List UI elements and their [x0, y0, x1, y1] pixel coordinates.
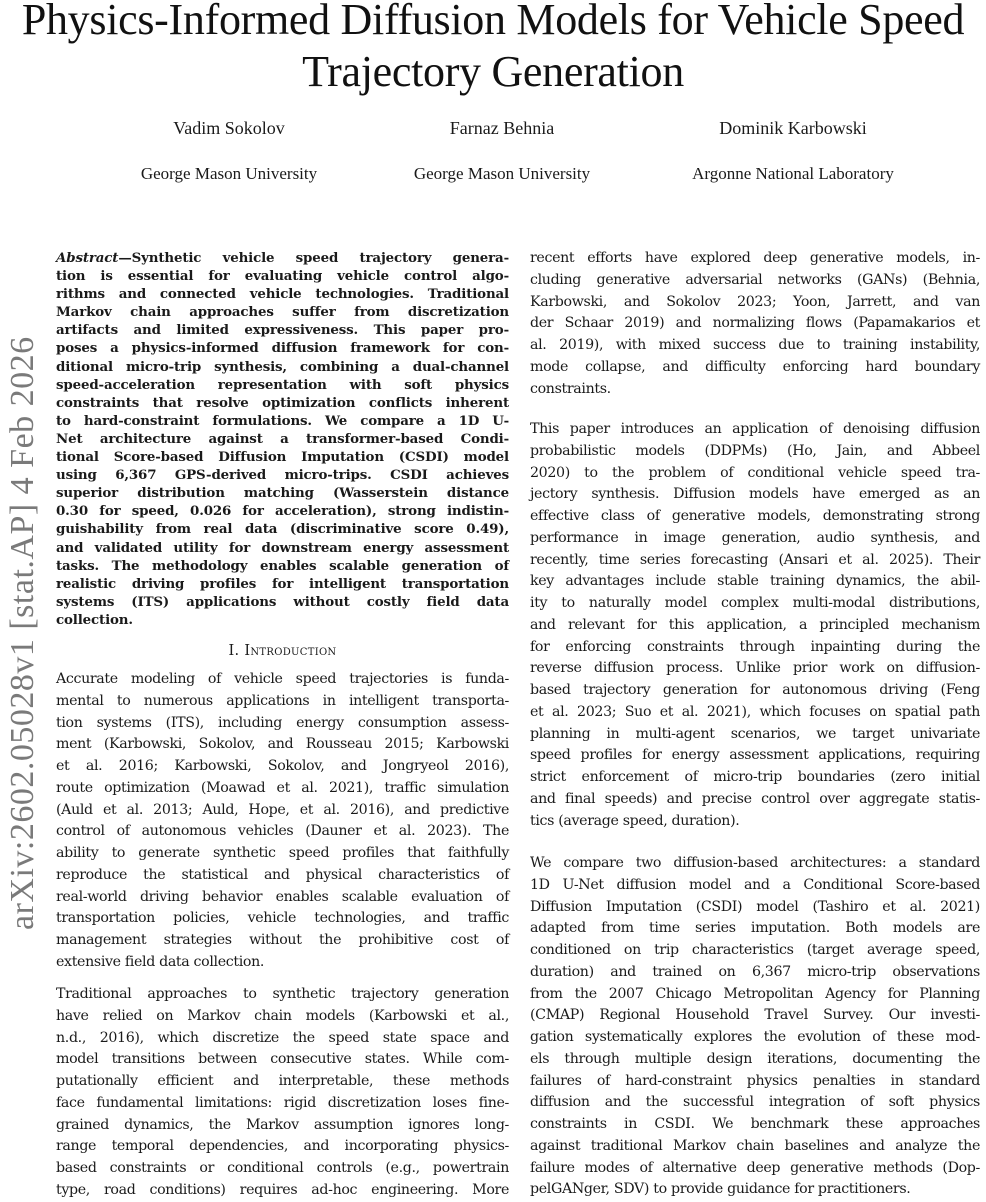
intro-paragraph-5 [530, 853, 980, 1201]
body-line: mode collapse, and difficulty enforcing hard boundary [530, 358, 980, 375]
body-line: 1D U-Net diffusion model and a Conditional Score-based [530, 876, 980, 893]
abstract-line: using 6,367 GPS-derived micro-trips. CSDI achieves [56, 467, 509, 484]
abstract-line: artifacts and limited expressiveness. This paper pro- [56, 322, 509, 339]
body-line: Traditional approaches to synthetic trajectory generation [56, 986, 509, 1002]
abstract-line: guishability from real data (discriminative score 0.49), [56, 521, 509, 538]
body-line: jectory synthesis. Diffusion models have emerged as an [530, 486, 980, 503]
body-line: from the 2007 Chicago Metropolitan Agency for Planning [530, 985, 980, 1002]
body-line: and final speeds) and precise control over aggregate statis- [530, 790, 980, 807]
body-line: duration) and trained on 6,367 micro-trip observations [530, 963, 980, 980]
body-line: tion systems (ITS), including energy consumption assess- [56, 714, 509, 731]
body-line: against traditional Markov chain baselines and analyze the [530, 1137, 980, 1154]
body-line: pelGANger, SDV) to provide guidance for practitioners. [530, 1181, 911, 1198]
body-line: der Schaar 2019) and normalizing flows (Papamakarios et [530, 315, 980, 332]
left-column-body [56, 643, 509, 659]
body-line: putationally efficient and interpretable, these methods [56, 1073, 509, 1089]
arxiv-watermark: arXiv:2602.05028v1 [stat.AP] 4 Feb 2026 [4, 336, 41, 930]
abstract-line: tion is essential for evaluating vehicle control algo- [56, 268, 509, 285]
left-column [56, 249, 509, 629]
abstract-line: Net architecture against a transformer-based Condi- [56, 430, 509, 447]
body-line: al. 2019), with mixed success due to training instability, [530, 337, 980, 353]
body-line: conditioned on trip characteristics (target average speed, [530, 942, 980, 958]
body-line: type, road conditions) requires ad-hoc engineering. More [56, 1181, 509, 1198]
abstract [56, 249, 509, 629]
body-line: constraints. [530, 380, 611, 397]
body-line: et al. 2016; Karbowski, Sokolov, and Jongryeol 2016), [56, 758, 509, 774]
body-line: ment (Karbowski, Sokolov, and Rousseau 2015; Karbowski [56, 736, 509, 753]
section-heading-introduction: I. Introduction [228, 643, 337, 659]
body-line: range temporal dependencies, and incorporating physics- [56, 1138, 509, 1155]
author-affiliation: Argonne National Laboratory [692, 164, 894, 183]
abstract-line: superior distribution matching (Wasserstein distance [56, 485, 509, 502]
body-line: reproduce the statistical and physical characteristics of [56, 866, 509, 883]
body-line: effective class of generative models, demonstrating strong [530, 508, 980, 524]
title-line-2: Trajectory Generation [302, 47, 684, 96]
abstract-line: poses a physics-informed diffusion framework for con- [56, 340, 509, 357]
abstract-line: speed-acceleration representation with soft physics [56, 376, 509, 393]
title-line-1: Physics-Informed Diffusion Models for Vehicle Speed [21, 0, 965, 44]
body-line: face fundamental limitations: rigid discretization loses fine- [56, 1094, 509, 1111]
abstract-line: collection. [56, 611, 133, 628]
body-line: transportation policies, vehicle technologies, and traffic [56, 910, 509, 927]
paper-title [0, 0, 986, 98]
body-line: (CMAP) Regional Household Travel Survey. Our investi- [530, 1007, 980, 1024]
abstract-label: Abstract [56, 250, 119, 266]
body-line: strict enforcement of micro-trip boundaries (zero initial [530, 769, 980, 785]
abstract-line: rithms and connected vehicle technologies. Traditional [56, 286, 509, 303]
body-line: Accurate modeling of vehicle speed trajectories is funda- [56, 671, 509, 687]
intro-paragraph-2 [56, 984, 509, 1202]
author-name: Vadim Sokolov [173, 118, 285, 138]
body-line: probabilistic models (DDPMs) (Ho, Jain, and Abbeel [530, 442, 980, 459]
body-line: model transitions between consecutive states. While com- [56, 1051, 509, 1068]
body-line: control of autonomous vehicles (Dauner et al. 2023). The [56, 823, 509, 840]
body-line: Diffusion Imputation (CSDI) model (Tashiro et al. 2021) [530, 898, 980, 915]
abstract-line: constraints that resolve optimization conflicts inherent [56, 394, 509, 411]
body-line: 2020) to the problem of conditional vehicle speed tra- [530, 464, 980, 481]
body-line: planning in multi-agent scenarios, we target univariate [530, 725, 980, 742]
abstract-line: tional Score-based Diffusion Imputation (CSDI) model [56, 449, 509, 466]
body-line: extensive field data collection. [56, 953, 265, 970]
body-line: recent efforts have explored deep generative models, in- [530, 250, 980, 266]
body-line: grained dynamics, the Markov assumption ignores long- [56, 1116, 509, 1133]
intro-paragraph-1 [56, 669, 509, 974]
body-line: recently, time series forecasting (Ansari et al. 2025). Their [530, 551, 980, 568]
body-line: Karbowski, and Sokolov 2023; Yoon, Jarrett, and van [530, 293, 980, 310]
abstract-line: tasks. The methodology enables scalable generation of [56, 557, 509, 574]
body-line: mental to numerous applications in intelligent transporta- [56, 692, 509, 709]
body-line: This paper introduces an application of denoising diffusion [530, 421, 980, 437]
body-line: real-world driving behavior enables scalable evaluation of [56, 888, 509, 905]
author-affiliation: George Mason University [413, 164, 591, 183]
abstract-line: to hard-constraint formulations. We compare a 1D U- [56, 412, 509, 429]
abstract-dash: — [118, 250, 132, 266]
intro-paragraph-4 [530, 419, 980, 832]
abstract-line: ditional micro-trip synthesis, combining a dual-channel [56, 358, 509, 375]
body-line: failures of hard-constraint physics penalties in standard [530, 1072, 980, 1089]
body-line: adapted from time series imputation. Both models are [530, 920, 980, 937]
body-line: reverse diffusion process. Unlike prior work on diffusion- [530, 660, 980, 677]
abstract-line: Markov chain approaches suffer from discretization [56, 304, 509, 321]
body-line: diffusion and the successful integration of soft physics [530, 1094, 980, 1111]
body-line: for enforcing constraints through inpainting during the [530, 638, 980, 655]
body-line: route optimization (Moawad et al. 2021), traffic simulation [56, 779, 509, 796]
body-line: speed profiles for energy assessment applications, requiring [530, 747, 980, 764]
body-line: have relied on Markov chain models (Karbowski et al., [56, 1007, 509, 1024]
intro-paragraph-3 [530, 248, 980, 400]
author-name: Dominik Karbowski [719, 118, 867, 138]
body-line: els through multiple design iterations, documenting the [530, 1050, 980, 1067]
body-line: key advantages include stable training dynamics, the abil- [530, 573, 980, 590]
author-name: Farnaz Behnia [449, 118, 555, 138]
body-line: cluding generative adversarial networks (GANs) (Behnia, [530, 271, 980, 288]
abstract-line: systems (ITS) applications without costly field data [56, 593, 509, 610]
body-line: tics (average speed, duration). [530, 812, 740, 829]
body-line: gation systematically explores the evolution of these mod- [530, 1029, 980, 1045]
author-affiliation: George Mason University [140, 164, 318, 183]
abstract-line: and validated utility for downstream energy assessment [56, 539, 509, 556]
body-line: based constraints or conditional controls (e.g., powertrain [56, 1160, 509, 1176]
body-line: We compare two diffusion-based architectures: a standard [530, 855, 980, 871]
body-line: constraints in CSDI. We benchmark these approaches [530, 1116, 980, 1132]
body-line: performance in image generation, audio synthesis, and [530, 529, 980, 546]
body-line: et al. 2023; Suo et al. 2021), which focuses on spatial path [530, 703, 980, 720]
body-line: (Auld et al. 2013; Auld, Hope, et al. 2016), and predictive [56, 801, 509, 818]
body-line: based trajectory generation for autonomous driving (Feng [530, 682, 980, 698]
abstract-line: realistic driving profiles for intelligent transportation [56, 575, 509, 592]
body-line: ity to naturally model complex multi-modal distributions, [530, 595, 980, 611]
abstract-line: 0.30 for speed, 0.026 for acceleration), strong indistin- [56, 503, 509, 520]
body-line: management strategies without the prohibitive cost of [56, 932, 509, 948]
abstract-line: Synthetic vehicle speed trajectory genera- [131, 250, 509, 266]
body-line: n.d., 2016), which discretize the speed state space and [56, 1029, 509, 1046]
body-line: failure modes of alternative deep generative methods (Dop- [530, 1159, 980, 1176]
body-line: ability to generate synthetic speed profiles that faithfully [56, 845, 509, 861]
body-line: and relevant for this application, a principled mechanism [530, 616, 980, 633]
